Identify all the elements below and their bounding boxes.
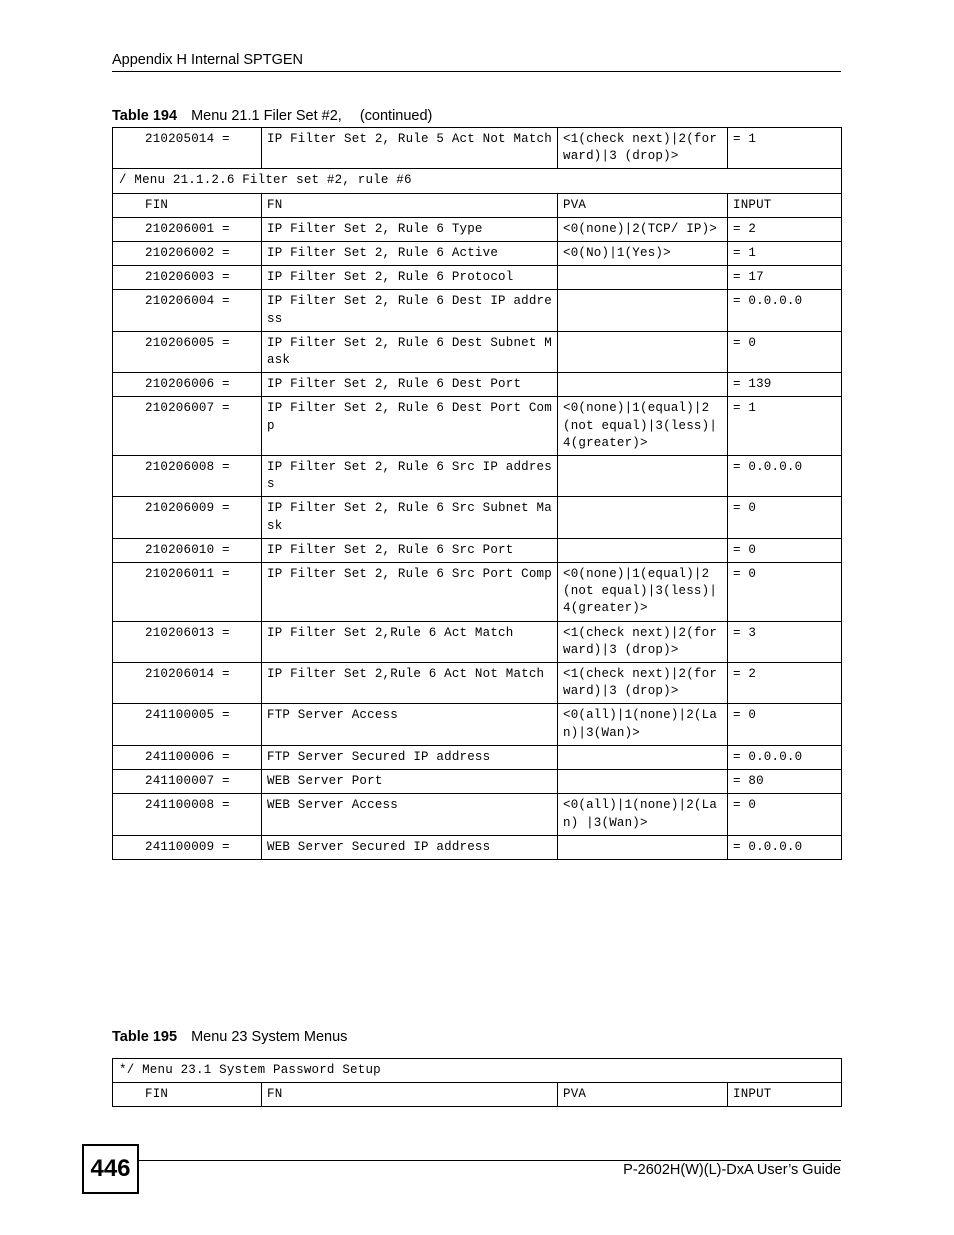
section-row: [113, 169, 842, 193]
pva-cell: <0(all)|1(none)|2(Lan) |3(Wan)>: [558, 794, 728, 835]
table-row: [113, 621, 842, 662]
header-input: INPUT: [728, 1083, 842, 1107]
pva-cell: [558, 745, 728, 769]
table-row: [113, 770, 842, 794]
input-cell: = 139: [728, 373, 842, 397]
fin-cell: 210206002 =: [113, 242, 262, 266]
fin-cell: 210206008 =: [113, 456, 262, 497]
section-row: [113, 1059, 842, 1083]
pva-cell: <0(No)|1(Yes)>: [558, 242, 728, 266]
pva-cell: <1(check next)|2(forward)|3 (drop)>: [558, 663, 728, 704]
pva-cell: [558, 290, 728, 331]
pva-cell: [558, 456, 728, 497]
table-row: [113, 835, 842, 859]
input-cell: = 0: [728, 704, 842, 745]
fin-cell: 210206007 =: [113, 397, 262, 456]
table-row: [113, 794, 842, 835]
table-row: [113, 373, 842, 397]
pva-cell: <0(none)|1(equal)|2(not equal)|3(less)|4(greater)>: [558, 397, 728, 456]
fin-cell: 241100006 =: [113, 745, 262, 769]
input-cell: = 0.0.0.0: [728, 745, 842, 769]
fn-cell: IP Filter Set 2, Rule 6 Src IP address: [262, 456, 558, 497]
fn-cell: IP Filter Set 2, Rule 5 Act Not Match: [262, 128, 558, 169]
fn-cell: FTP Server Secured IP address: [262, 745, 558, 769]
fn-cell: IP Filter Set 2, Rule 6 Active: [262, 242, 558, 266]
fn-cell: IP Filter Set 2, Rule 6 Src Subnet Mask: [262, 497, 558, 538]
header-pva: PVA: [558, 1083, 728, 1107]
input-cell: = 1: [728, 242, 842, 266]
table-row: [113, 397, 842, 456]
footer-divider: [139, 1160, 841, 1161]
pva-cell: <1(check next)|2(forward)|3 (drop)>: [558, 128, 728, 169]
pva-cell: [558, 373, 728, 397]
pva-cell: [558, 835, 728, 859]
fn-cell: IP Filter Set 2, Rule 6 Src Port Comp: [262, 563, 558, 622]
table-194-label: Table 194: [112, 108, 178, 124]
pva-cell: [558, 331, 728, 372]
fn-cell: IP Filter Set 2, Rule 6 Dest Port: [262, 373, 558, 397]
fn-cell: IP Filter Set 2, Rule 6 Dest IP address: [262, 290, 558, 331]
pva-cell: [558, 770, 728, 794]
fn-cell: WEB Server Access: [262, 794, 558, 835]
input-cell: = 1: [728, 128, 842, 169]
input-cell: = 0.0.0.0: [728, 835, 842, 859]
header-fin: FIN: [113, 193, 262, 217]
table-195: [112, 1058, 842, 1107]
fn-cell: IP Filter Set 2, Rule 6 Type: [262, 217, 558, 241]
table-row: [113, 331, 842, 372]
fin-cell: 241100007 =: [113, 770, 262, 794]
fin-cell: 210206003 =: [113, 266, 262, 290]
pva-cell: <0(none)|2(TCP/ IP)>: [558, 217, 728, 241]
table-194-caption: [112, 108, 432, 124]
table-row: [113, 266, 842, 290]
header-fn: FN: [262, 193, 558, 217]
table-195-title: Menu 23 System Menus: [191, 1029, 348, 1045]
table-row: [113, 497, 842, 538]
input-cell: = 2: [728, 217, 842, 241]
input-cell: = 1: [728, 397, 842, 456]
fin-cell: 210206005 =: [113, 331, 262, 372]
table-194-suffix: (continued): [359, 108, 433, 124]
page-number: 446: [82, 1144, 139, 1194]
header-fn: FN: [262, 1083, 558, 1107]
input-cell: = 80: [728, 770, 842, 794]
pva-cell: [558, 538, 728, 562]
section-title: */ Menu 23.1 System Password Setup: [113, 1059, 842, 1083]
header-row: [113, 193, 842, 217]
section-title: / Menu 21.1.2.6 Filter set #2, rule #6: [113, 169, 842, 193]
table-row: [113, 456, 842, 497]
fin-cell: 241100005 =: [113, 704, 262, 745]
input-cell: = 0: [728, 794, 842, 835]
table-row: [113, 563, 842, 622]
table-row: [113, 538, 842, 562]
header-input: INPUT: [728, 193, 842, 217]
fn-cell: WEB Server Port: [262, 770, 558, 794]
fin-cell: 241100008 =: [113, 794, 262, 835]
table-row: [113, 704, 842, 745]
table-row: [113, 663, 842, 704]
fin-cell: 210206013 =: [113, 621, 262, 662]
table-195-caption: [112, 1029, 347, 1045]
fin-cell: 210206006 =: [113, 373, 262, 397]
pva-cell: <1(check next)|2(forward)|3 (drop)>: [558, 621, 728, 662]
fn-cell: IP Filter Set 2, Rule 6 Dest Subnet Mask: [262, 331, 558, 372]
pva-cell: <0(none)|1(equal)|2(not equal)|3(less)|4(greater)>: [558, 563, 728, 622]
fn-cell: IP Filter Set 2,Rule 6 Act Match: [262, 621, 558, 662]
input-cell: = 0: [728, 563, 842, 622]
fin-cell: 210206009 =: [113, 497, 262, 538]
running-header: Appendix H Internal SPTGEN: [112, 52, 304, 68]
table-row: [113, 128, 842, 169]
fn-cell: IP Filter Set 2,Rule 6 Act Not Match: [262, 663, 558, 704]
fin-cell: 210206011 =: [113, 563, 262, 622]
header-row: [113, 1083, 842, 1107]
fn-cell: IP Filter Set 2, Rule 6 Dest Port Comp: [262, 397, 558, 456]
fn-cell: WEB Server Secured IP address: [262, 835, 558, 859]
table-row: [113, 217, 842, 241]
fn-cell: IP Filter Set 2, Rule 6 Src Port: [262, 538, 558, 562]
input-cell: = 2: [728, 663, 842, 704]
input-cell: = 0: [728, 538, 842, 562]
pva-cell: [558, 497, 728, 538]
input-cell: = 0: [728, 331, 842, 372]
input-cell: = 0: [728, 497, 842, 538]
header-fin: FIN: [113, 1083, 262, 1107]
fn-cell: FTP Server Access: [262, 704, 558, 745]
table-row: [113, 290, 842, 331]
fn-cell: IP Filter Set 2, Rule 6 Protocol: [262, 266, 558, 290]
pva-cell: <0(all)|1(none)|2(Lan)|3(Wan)>: [558, 704, 728, 745]
fin-cell: 210206004 =: [113, 290, 262, 331]
guide-title: P-2602H(W)(L)-DxA User’s Guide: [623, 1162, 841, 1178]
table-194: [112, 127, 842, 860]
input-cell: = 0.0.0.0: [728, 290, 842, 331]
table-195-label: Table 195: [112, 1029, 178, 1045]
pva-cell: [558, 266, 728, 290]
table-row: [113, 242, 842, 266]
table-row: [113, 745, 842, 769]
header-divider: [112, 71, 841, 72]
fin-cell: 241100009 =: [113, 835, 262, 859]
fin-cell: 210206014 =: [113, 663, 262, 704]
input-cell: = 0.0.0.0: [728, 456, 842, 497]
fin-cell: 210205014 =: [113, 128, 262, 169]
fin-cell: 210206010 =: [113, 538, 262, 562]
fin-cell: 210206001 =: [113, 217, 262, 241]
input-cell: = 17: [728, 266, 842, 290]
table-194-title: Menu 21.1 Filer Set #2,: [191, 108, 342, 124]
header-pva: PVA: [558, 193, 728, 217]
input-cell: = 3: [728, 621, 842, 662]
